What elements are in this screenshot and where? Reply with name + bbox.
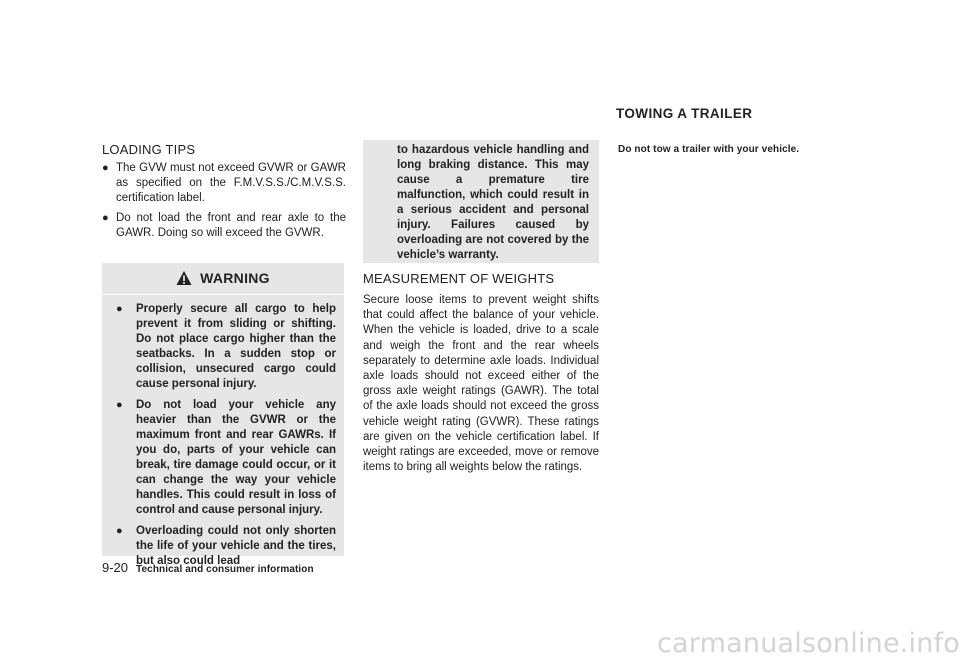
list-item: ● Do not load your vehicle any heavier than the GVWR or the maximum front and rear GAWRs. If you do, parts of your vehicle can break, tire damage could occur, or it can change the way your vehicle handles. This could result in loss of control and cause personal injury. xyxy=(116,399,336,516)
loading-tips-section xyxy=(102,142,346,246)
measurement-heading: MEASUREMENT OF WEIGHTS xyxy=(363,271,555,286)
warning-box xyxy=(102,263,344,567)
list-item: ● Do not load the front and rear axle to the GAWR. Doing so will exceed the GVWR. xyxy=(102,212,346,239)
loading-tips-heading: LOADING TIPS xyxy=(102,142,196,157)
bullet-dot-icon: ● xyxy=(102,162,109,174)
page-footer xyxy=(102,559,314,577)
warning-triangle-icon xyxy=(176,270,192,286)
towing-text: Do not tow a trailer with your vehicle. xyxy=(618,144,800,155)
list-item: ● Overloading could not only shorten the life of your vehicle and the tires, but also could lead xyxy=(116,525,336,567)
warning-continuation: to hazardous vehicle handling and long braking distance. This may cause a premature tire malfunction, which could result in a serious accident and personal injury. Failures caused by overloading are not covered by the vehicle’s warranty. xyxy=(397,144,589,261)
footer-label: Technical and consumer information xyxy=(136,564,314,575)
bullet-dot-icon: ● xyxy=(116,399,123,411)
bullet-dot-icon: ● xyxy=(116,303,123,315)
bullet-dot-icon: ● xyxy=(102,212,109,224)
bullet-dot-icon: ● xyxy=(116,525,123,537)
warning-header xyxy=(102,269,344,287)
measurement-text: Secure loose items to prevent weight shifts that could affect the balance of your vehicle. When the vehicle is loaded, drive to a scale and weigh the front and the rear wheels separately to determine axle loads. Individual axle loads should not exceed either of the gross axle weight ratings (GAWR). The total of the axle loads should not exceed the gross vehicle weight rating (GVWR). These ratings are given on the vehicle certification label. If weight ratings are exceeded, move or remove items to bring all weights below the ratings. xyxy=(363,294,599,474)
warning-list xyxy=(102,302,344,569)
list-item: ● The GVW must not exceed GVWR or GAWR as specified on the F.M.V.S.S./C.M.V.S.S. certification label. xyxy=(102,162,346,204)
page-number: 9-20 xyxy=(102,560,129,575)
section-title: TOWING A TRAILER xyxy=(616,106,753,121)
loading-tips-list xyxy=(102,161,346,241)
warning-box-continued xyxy=(363,140,599,263)
warning-divider xyxy=(102,294,344,295)
list-item: ● Properly secure all cargo to help prevent it from sliding or shifting. Do not place cargo higher than the seatbacks. In a sudden stop or collision, unsecured cargo could cause personal injury. xyxy=(116,303,336,390)
warning-title: WARNING xyxy=(200,270,270,286)
watermark: carmanualsonline.info xyxy=(657,628,960,659)
